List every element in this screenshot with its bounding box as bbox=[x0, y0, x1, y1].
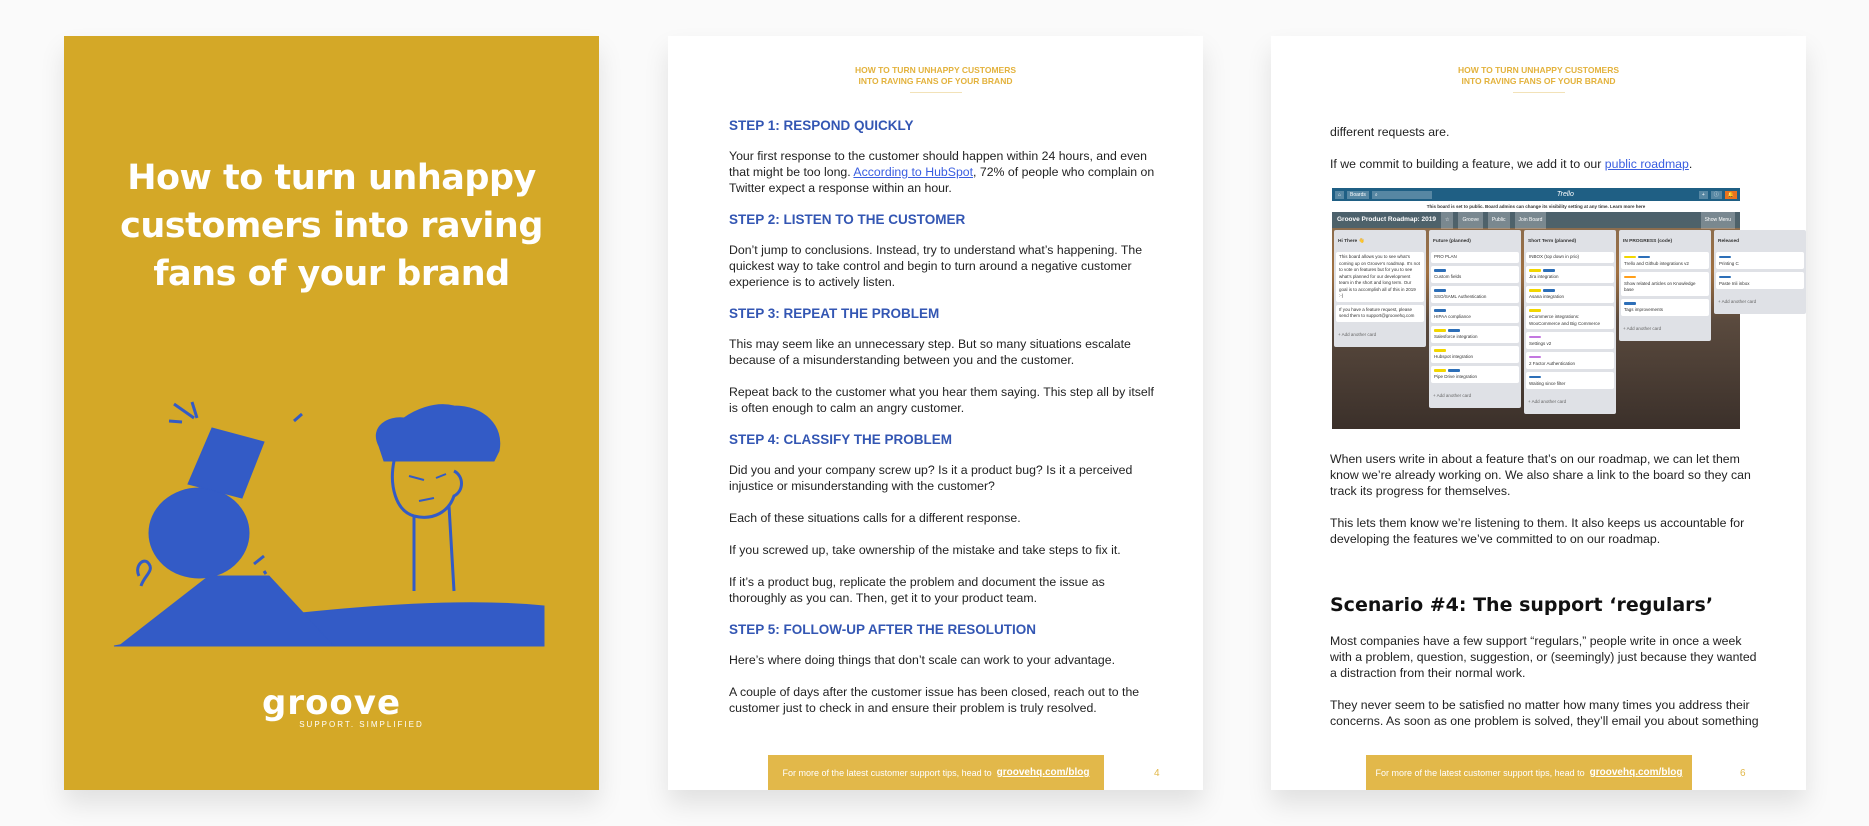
trello-card bbox=[1526, 286, 1614, 303]
paragraph: This lets them know we’re listening to them. It also keeps us accountable for developing the features we’ve committed to on our roadmap. bbox=[1330, 516, 1745, 546]
card-title: This board allows you to see what’s coming up on Groove’s roadmap. It’s not to vote on features but for you to see what’s planned for our development team in the short and long term. Our goal is to accomplish all of this in 2019 :-) bbox=[1339, 254, 1420, 298]
card-title: Waiting since filter bbox=[1529, 380, 1566, 386]
page-number: 6 bbox=[1740, 768, 1746, 779]
card-label bbox=[1448, 329, 1460, 332]
card-label bbox=[1529, 269, 1541, 272]
paragraph: If you screwed up, take ownership of the mistake and take steps to fix it. bbox=[729, 543, 1121, 557]
home-icon: ⌂ bbox=[1335, 191, 1344, 199]
paragraph: They never seem to be satisfied no matter how many times you address their concerns. As soon as one problem is solved, they’ll email you about something bbox=[1330, 698, 1759, 728]
trello-roadmap-screenshot: ⌂ Boards ⌕ Trello + ⓘ 🔔 This board is set to public. Board admins can change its visibility setting at any time. Learn more here Groove Product Roadmap: 2019 ☆ Groove Public Join Board Show Menu Hi There 👋 This board allows you to see what’s coming up on Groove’s roadmap. It’s not to vote on features but for you to see what’s planned for our development team in the short and long term. Our goal is to accomplish all of this in 2019 :-) If you have a feature request, please send them to support@groovehq.com + Add another card Future (planned) PRO PLAN Custom fields SSO/SAML Authentication HIPAA compliance Salesforce integration Hubspot integration Pipe Drive integration + Add another card Short Term (planned) INBOX (top down in prio) Jira integration Asana integration eCommerce integrations: WooCommerce and Big Commerce Settings v2 2 Factor Authentication Waiting since filter + Add another card IN PROGRESS (code) Trello and Github integrations v2 Show related articles on Knowledge base Tags improvements + Add another card Released Printing C Paste Inli inbox + Add another card bbox=[1332, 188, 1740, 429]
board-title: Groove Product Roadmap: 2019 bbox=[1337, 216, 1436, 223]
card-label bbox=[1434, 349, 1446, 352]
card-label bbox=[1434, 269, 1446, 272]
visibility-notice: This board is set to public. Board admins can change its visibility setting at any time. Learn more here bbox=[1332, 201, 1740, 212]
card-label bbox=[1719, 256, 1731, 259]
card-title: HIPAA compliance bbox=[1434, 314, 1471, 319]
card-label bbox=[1624, 276, 1636, 279]
card-title: Settings v2 bbox=[1529, 340, 1552, 346]
list-title: Hi There 👋 bbox=[1338, 239, 1365, 244]
trello-card bbox=[1431, 266, 1519, 283]
trello-list bbox=[1524, 230, 1616, 414]
cover-page bbox=[64, 36, 599, 790]
trello-card bbox=[1621, 299, 1709, 316]
bell-icon: 🔔 bbox=[1725, 191, 1737, 199]
card-title: PRO PLAN bbox=[1434, 254, 1457, 259]
paragraph: This may seem like an unnecessary step. But so many situations escalate because of a misunderstanding between you and the customer. bbox=[729, 337, 1131, 367]
add-card-button: + Add another card bbox=[1433, 392, 1472, 398]
page-6 bbox=[1271, 36, 1806, 790]
trello-card bbox=[1621, 272, 1709, 296]
card-label bbox=[1624, 302, 1636, 305]
page-number: 4 bbox=[1154, 768, 1160, 779]
card-title: Show related articles on Knowledge base bbox=[1624, 280, 1696, 292]
list-title: Short Term (planned) bbox=[1528, 239, 1577, 244]
trello-card bbox=[1526, 266, 1614, 283]
paragraph: Repeat back to the customer what you hear them saying. This step all by itself is often enough to calm an angry customer. bbox=[729, 385, 1154, 415]
card-label bbox=[1529, 289, 1541, 292]
trello-card bbox=[1526, 306, 1614, 330]
add-card-button: + Add another card bbox=[1623, 325, 1662, 331]
search-icon: ⌕ bbox=[1372, 191, 1432, 199]
card-label bbox=[1529, 376, 1541, 379]
trello-card bbox=[1431, 306, 1519, 323]
add-card-button: + Add another card bbox=[1338, 331, 1377, 337]
hubspot-link[interactable]: According to HubSpot bbox=[853, 165, 974, 179]
trello-list bbox=[1429, 230, 1521, 408]
trello-card bbox=[1526, 352, 1614, 369]
trello-card bbox=[1336, 252, 1424, 302]
card-title: INBOX (top down in prio) bbox=[1529, 254, 1580, 259]
trello-card bbox=[1431, 326, 1519, 343]
card-label bbox=[1529, 336, 1541, 339]
card-title: Jira integration bbox=[1529, 274, 1559, 279]
trello-card bbox=[1621, 252, 1709, 269]
add-card-button: + Add another card bbox=[1718, 299, 1757, 304]
paragraph: When users write in about a feature that’s on our roadmap, we can let them know we’re already working on. We also share a link to the board so they can track its progress for themselves. bbox=[1330, 452, 1751, 498]
card-title: SSO/SAML Authentication bbox=[1434, 294, 1487, 299]
card-label bbox=[1434, 369, 1446, 372]
paragraph: If it’s a product bug, replicate the problem and document the issue as thoroughly as you can. Then, get it to your product team. bbox=[729, 575, 1105, 605]
list-title: IN PROGRESS (code) bbox=[1623, 239, 1673, 244]
card-title: 2 Factor Authentication bbox=[1529, 360, 1576, 366]
paragraph: different requests are. bbox=[1330, 125, 1450, 139]
trello-card bbox=[1431, 366, 1519, 383]
card-label bbox=[1434, 289, 1446, 292]
running-head: HOW TO TURN UNHAPPY CUSTOMERS INTO RAVING FANS OF YOUR BRAND bbox=[1271, 65, 1806, 93]
trello-list bbox=[1619, 230, 1711, 341]
card-label bbox=[1624, 256, 1636, 259]
card-title: If you have a feature request, please send them to support@groovehq.com bbox=[1339, 306, 1415, 318]
step-2-heading: STEP 2: LISTEN TO THE CUSTOMER bbox=[729, 212, 966, 227]
scenario-heading: Scenario #4: The support ‘regulars’ bbox=[1330, 594, 1714, 616]
paragraph: Here’s where doing things that don’t scale can work to your advantage. bbox=[729, 653, 1115, 667]
plus-icon: + bbox=[1699, 191, 1708, 199]
groove-logo: groove SUPPORT. SIMPLIFIED bbox=[261, 683, 424, 729]
public-roadmap-link[interactable]: public roadmap bbox=[1604, 157, 1689, 171]
paragraph: Each of these situations calls for a different response. bbox=[729, 511, 1021, 525]
trello-card bbox=[1526, 332, 1614, 349]
card-title: Printing C bbox=[1719, 260, 1739, 266]
card-label bbox=[1543, 289, 1555, 292]
cover-title: How to turn unhappy customers into raving fans of your brand bbox=[120, 158, 543, 294]
angry-customer-illustration bbox=[114, 366, 584, 666]
step-1-heading: STEP 1: RESPOND QUICKLY bbox=[729, 118, 914, 133]
card-label bbox=[1529, 356, 1541, 359]
card-label bbox=[1434, 309, 1446, 312]
trello-list bbox=[1334, 230, 1426, 347]
card-title: Hubspot integration bbox=[1434, 354, 1474, 359]
card-label bbox=[1434, 329, 1446, 332]
trello-card bbox=[1431, 286, 1519, 303]
paragraph: A couple of days after the customer issue has been closed, reach out to the customer just to check in and ensure their problem is truly resolved. bbox=[729, 685, 1140, 715]
card-title: Pipe Drive integration bbox=[1434, 374, 1478, 379]
step-3-heading: STEP 3: REPEAT THE PROBLEM bbox=[729, 306, 940, 321]
paragraph: Most companies have a few support “regulars,” people write in once a week with a problem, question, suggestion, or (seemingly) just because they wanted a distraction from their normal work. bbox=[1330, 634, 1757, 680]
paragraph: If we commit to building a feature, we add it to our public roadmap. bbox=[1330, 157, 1693, 171]
trello-card bbox=[1431, 252, 1519, 263]
list-title: Released bbox=[1718, 239, 1740, 244]
running-head: HOW TO TURN UNHAPPY CUSTOMERS INTO RAVING FANS OF YOUR BRAND bbox=[668, 65, 1203, 93]
card-title: Custom fields bbox=[1434, 274, 1462, 279]
trello-card bbox=[1431, 346, 1519, 363]
blog-link[interactable]: groovehq.com/blog bbox=[996, 767, 1090, 778]
card-title: Salesforce integration bbox=[1434, 334, 1478, 339]
paragraph: Your first response to the customer should happen within 24 hours, and even that might be too long. According to HubSpot, 72% of people who complain on Twitter expect a response within an hour. bbox=[729, 149, 1155, 195]
paragraph: Don’t jump to conclusions. Instead, try to understand what’s happening. The quickest way to take control and begin to turn around a negative customer experience is to actively listen. bbox=[729, 243, 1143, 289]
trello-card bbox=[1336, 305, 1424, 322]
card-label bbox=[1638, 256, 1650, 259]
list-title: Future (planned) bbox=[1433, 239, 1471, 244]
trello-card bbox=[1526, 372, 1614, 389]
card-title: Asana integration bbox=[1529, 294, 1565, 299]
page-4 bbox=[668, 36, 1203, 790]
card-title: Trello and Github integrations v2 bbox=[1624, 260, 1689, 266]
blog-link[interactable]: groovehq.com/blog bbox=[1589, 767, 1683, 778]
board-lists bbox=[1332, 228, 1757, 416]
card-label bbox=[1543, 269, 1555, 272]
trello-logo: Trello bbox=[1556, 190, 1574, 198]
info-icon: ⓘ bbox=[1711, 191, 1722, 199]
add-card-button: + Add another card bbox=[1528, 399, 1567, 404]
paragraph: Did you and your company screw up? Is it a product bug? Is it a perceived injustice or misunderstanding with the customer? bbox=[729, 463, 1133, 493]
card-label bbox=[1448, 369, 1460, 372]
step-4-heading: STEP 4: CLASSIFY THE PROBLEM bbox=[729, 432, 953, 447]
trello-card bbox=[1716, 252, 1804, 269]
boards-button: Boards bbox=[1347, 191, 1369, 199]
step-5-heading: STEP 5: FOLLOW-UP AFTER THE RESOLUTION bbox=[729, 622, 1036, 637]
trello-card bbox=[1716, 272, 1804, 289]
card-label bbox=[1529, 309, 1541, 312]
star-icon: ☆ bbox=[1441, 211, 1453, 229]
trello-list bbox=[1714, 230, 1806, 314]
page-footer: For more of the latest customer support tips, head to groovehq.com/blog bbox=[768, 755, 1104, 790]
card-label bbox=[1719, 276, 1731, 279]
card-title: eCommerce integrations: WooCommerce and Big Commerce bbox=[1529, 314, 1600, 326]
page-footer: For more of the latest customer support tips, head to groovehq.com/blog bbox=[1366, 755, 1692, 790]
trello-card bbox=[1526, 252, 1614, 263]
card-title: Tags improvements bbox=[1624, 307, 1664, 312]
card-title: Paste Inli inbox bbox=[1719, 280, 1750, 286]
